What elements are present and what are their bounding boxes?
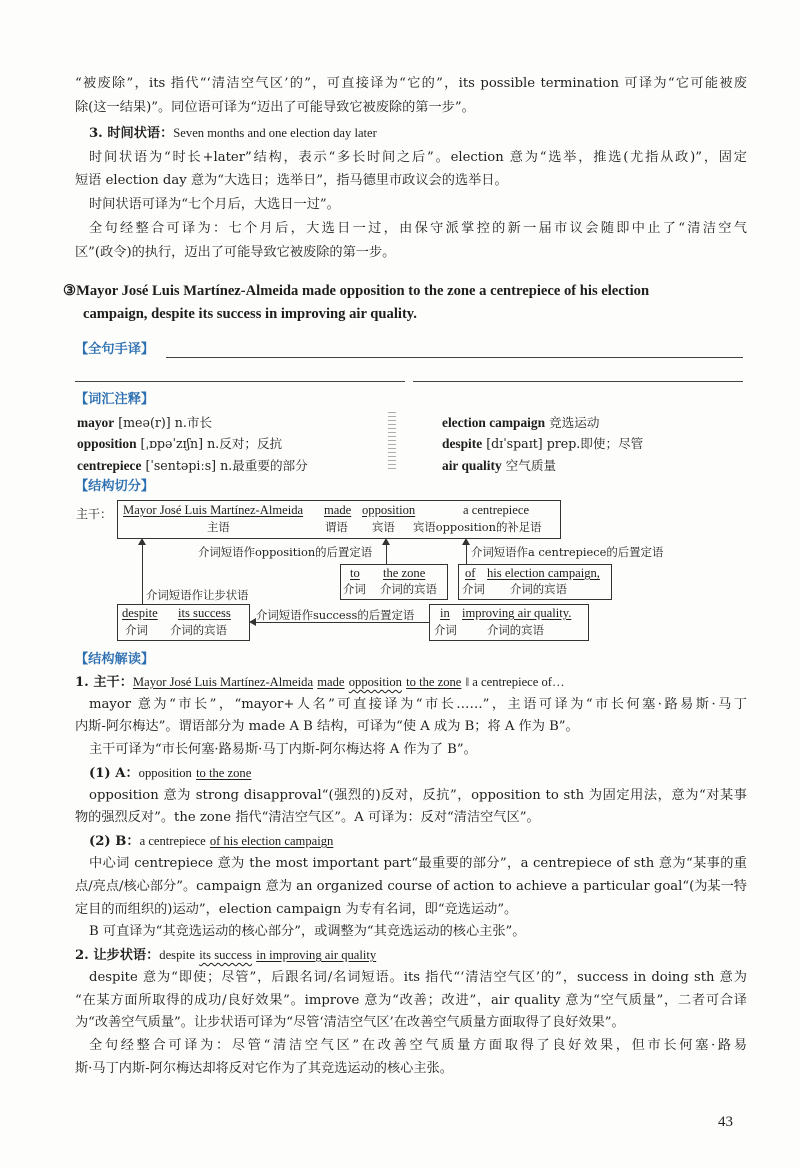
despite-prep-role: 介词: [125, 623, 148, 637]
intro-line-1: “被废除”，its 指代“‘清洁空气区’的”，可直接译为“它的”，its possible termination 可译为“它可能被废: [75, 76, 747, 91]
vocab-def: 空气质量: [501, 458, 557, 473]
analysis-b-heading: [89, 831, 747, 852]
note-of: 介词短语作a centrepiece的后置定语: [471, 545, 664, 559]
of-obj: his election campaign,: [487, 566, 600, 580]
despite-obj: its success: [178, 606, 231, 620]
to-obj-role: 介词的宾语: [380, 582, 437, 596]
translate-label-text: 【全句手译】: [75, 342, 155, 357]
analysis-d-line-2: 斯·马丁内斯-阿尔梅达却将反对它作为了其竞选运动的核心主张。: [75, 1061, 453, 1076]
analysis-b-line-4: B 可直译为“其竞选运动的核心部分”，或调整为“其竞选运动的核心主张”。: [89, 924, 526, 939]
section-3-title-en: Seven months and one election day later: [173, 126, 377, 140]
to-prep: to: [350, 566, 360, 580]
note-despite: 介词短语作让步状语: [146, 588, 249, 602]
vocab-item: [77, 413, 212, 433]
connector-in: [256, 622, 429, 623]
vocab-word: despite: [442, 436, 483, 451]
section-3-line-1: 时间状语为“时长+later”结构，表示“多长时间之后”。election 意为“选举，推选(尤指从政)”，固定: [89, 150, 747, 165]
vocab-word: centrepiece: [77, 458, 142, 473]
analysis-a-line-1: opposition 意为 strong disapproval“(强烈的)反对，反抗”，opposition to sth 为固定用法，意为“对某事: [89, 788, 747, 803]
b-of-ref: of his election campaign: [209, 834, 334, 848]
analysis-label-text: 【结构解读】: [75, 652, 155, 667]
note-in: 介词短语作success的后置定语: [256, 608, 415, 622]
section-3-line-2: 短语 election day 意为“大选日；选举日”，指马德里市政议会的选举日。: [75, 173, 508, 188]
translate-blank-1: [166, 357, 743, 358]
main-label: 主干：: [76, 507, 113, 521]
in-ref: in improving air quality: [256, 948, 377, 962]
analysis-heading-1: [75, 672, 747, 693]
vocab-word: election campaign: [442, 415, 546, 430]
main-verb-ref: made: [317, 675, 345, 689]
analysis-c-line-2: “在某方面所取得的成功/良好效果”。improve 意为“改善；改进”，air quality 意为“空气质量”，二者可合译: [75, 993, 747, 1008]
arrow-up-icon: [138, 538, 146, 545]
a-to-ref: to the zone: [196, 766, 252, 780]
main-verb: made: [324, 503, 352, 517]
in-obj: improving air quality.: [462, 606, 572, 620]
analysis-label: [75, 650, 747, 670]
despite-ref: despite: [159, 948, 195, 962]
analysis-d-line-1: 全句经整合可译为：尽管“清洁空气区”在改善空气质量方面取得了良好效果，但市长何塞·路易: [89, 1038, 747, 1053]
analysis-a-title: (1) A：: [89, 766, 139, 781]
structure-label: [75, 477, 747, 497]
structure-label-text: 【结构切分】: [75, 479, 155, 494]
a-head-ref: opposition: [138, 766, 192, 780]
analysis-b-line-2: 点/亮点/核心部分”。campaign 意为 an organized course of action to achieve a particular goal“(为某一特: [75, 879, 747, 894]
analysis-p1-line-3: 主干可译为“市长何塞·路易斯·马丁内斯-阿尔梅达将 A 作为了 B”。: [89, 742, 477, 757]
vocab-def: [dɪˈspaɪt] prep.即使；尽管: [482, 436, 644, 451]
b-head-ref: a centrepiece: [139, 834, 206, 848]
analysis-c-line-3: 为“改善空气质量”。让步状语可译为“尽管‘清洁空气区’在改善空气质量方面取得了良好效果”。: [75, 1015, 625, 1030]
connector-despite: [142, 545, 143, 604]
in-prep: in: [440, 606, 450, 620]
analysis-a-line-2: 物的强烈反对”。the zone 指代“清洁空气区”。A 可译为：反对“清洁空气区”。: [75, 810, 540, 825]
main-subject-ref: Mayor José Luis Martínez-Almeida: [132, 675, 314, 689]
connector-of: [466, 545, 467, 564]
vocab-item: [442, 456, 556, 476]
analysis-a-heading: [89, 763, 747, 784]
role-complement: 宾语opposition的补足语: [413, 520, 542, 534]
despite-obj-role: 介词的宾语: [170, 623, 227, 637]
page-number: 43: [718, 1114, 733, 1130]
role-object: 宾语: [372, 520, 395, 534]
intro-line-2: 除(这一结果)”。同位语可译为“迈出了可能导致它被废除的第一步”。: [75, 100, 475, 115]
arrow-left-icon: [249, 618, 256, 626]
sentence-line-1: [63, 279, 747, 303]
section-3-heading: [89, 123, 747, 144]
vocab-def: 竞选运动: [545, 415, 600, 430]
vocab-def: [ˈsentəpiːs] n.最重要的部分: [141, 458, 308, 473]
arrow-up-icon: [462, 538, 470, 545]
of-prep-role: 介词: [462, 582, 485, 596]
connector-to: [386, 545, 387, 564]
analysis-b-line-1: 中心词 centrepiece 意为 the most important part“最重要的部分”，a centrepiece of sth 意为“某事的重: [89, 856, 747, 871]
sentence-number: ③: [63, 283, 77, 299]
vocab-item: [77, 434, 282, 454]
analysis-heading-2: [75, 945, 747, 966]
main-to-ref: to the zone: [406, 675, 462, 689]
vocab-word: mayor: [77, 415, 115, 430]
analysis-b-title: (2) B：: [89, 834, 140, 849]
note-to: 介词短语作opposition的后置定语: [198, 545, 373, 559]
translate-blank-2: [75, 381, 405, 382]
vocab-def: [meə(r)] n.市长: [114, 415, 213, 430]
vocab-item: [442, 434, 643, 454]
in-prep-role: 介词: [434, 623, 457, 637]
section-3-line-3: 时间状语可译为“七个月后，大选日一过”。: [89, 197, 340, 212]
main-object-ref: opposition: [348, 675, 402, 689]
section-3-line-5: 区”(政令)的执行，迈出了可能导致它被废除的第一步。: [75, 245, 396, 260]
to-prep-role: 介词: [343, 582, 366, 596]
in-obj-role: 介词的宾语: [487, 623, 544, 637]
analysis-p1-line-2: 内斯-阿尔梅达”。谓语部分为 made A B 结构，可译为“使 A 成为 B；将 A 作为 B”。: [75, 719, 579, 734]
arrow-up-icon: [382, 538, 390, 545]
section-3-line-4: 全句经整合可译为：七个月后，大选日一过，由保守派掌控的新一届市议会随即中止了“清洁空气: [89, 221, 747, 236]
of-obj-role: 介词的宾语: [510, 582, 567, 596]
success-ref: its success: [199, 948, 253, 962]
of-prep: of: [465, 566, 476, 580]
sentence-text-1: Mayor José Luis Martínez-Almeida made opposition to the zone a centrepiece of his election: [76, 283, 650, 299]
vocab-label: [75, 390, 747, 410]
vocab-word: air quality: [442, 458, 502, 473]
analysis-c-line-1: despite 意为“即使；尽管”，后跟名词/名词短语。its 指代“‘清洁空气区’的”，success in doing sth 意为: [89, 970, 747, 985]
analysis-p1-line-1: mayor 意为“市长”，“mayor+人名”可直接译为“市长……”，主语可译为“市长何塞·路易斯·马丁: [89, 697, 747, 712]
main-subject: Mayor José Luis Martínez-Almeida: [123, 503, 304, 517]
vocab-word: opposition: [77, 436, 137, 451]
main-complement: a centrepiece: [463, 503, 530, 517]
vocab-item: [77, 456, 308, 476]
main-complement-ref: ‖ a centrepiece of…: [465, 675, 565, 689]
analysis-heading-1-title: 1. 主干：: [75, 675, 133, 690]
main-object: opposition: [362, 503, 416, 517]
vocab-def: [ˌɒpəˈzɪʃn] n.反对；反抗: [136, 436, 283, 451]
analysis-b-line-3: 定目的而组织的)运动”，election campaign 为专有名词，即“竞选运动”。: [75, 902, 518, 917]
role-verb: 谓语: [325, 520, 348, 534]
analysis-heading-2-title: 2. 让步状语：: [75, 948, 160, 963]
role-subject: 主语: [207, 520, 230, 534]
section-3-title: 3. 时间状语：: [89, 126, 174, 141]
translate-blank-3: [413, 381, 743, 382]
despite-prep: despite: [122, 606, 158, 620]
vocab-divider: [388, 412, 396, 472]
vocab-label-text: 【词汇注释】: [75, 392, 155, 407]
sentence-line-2: campaign, despite its success in improving air quality.: [83, 306, 417, 322]
vocab-item: [442, 413, 599, 433]
to-obj: the zone: [383, 566, 426, 580]
